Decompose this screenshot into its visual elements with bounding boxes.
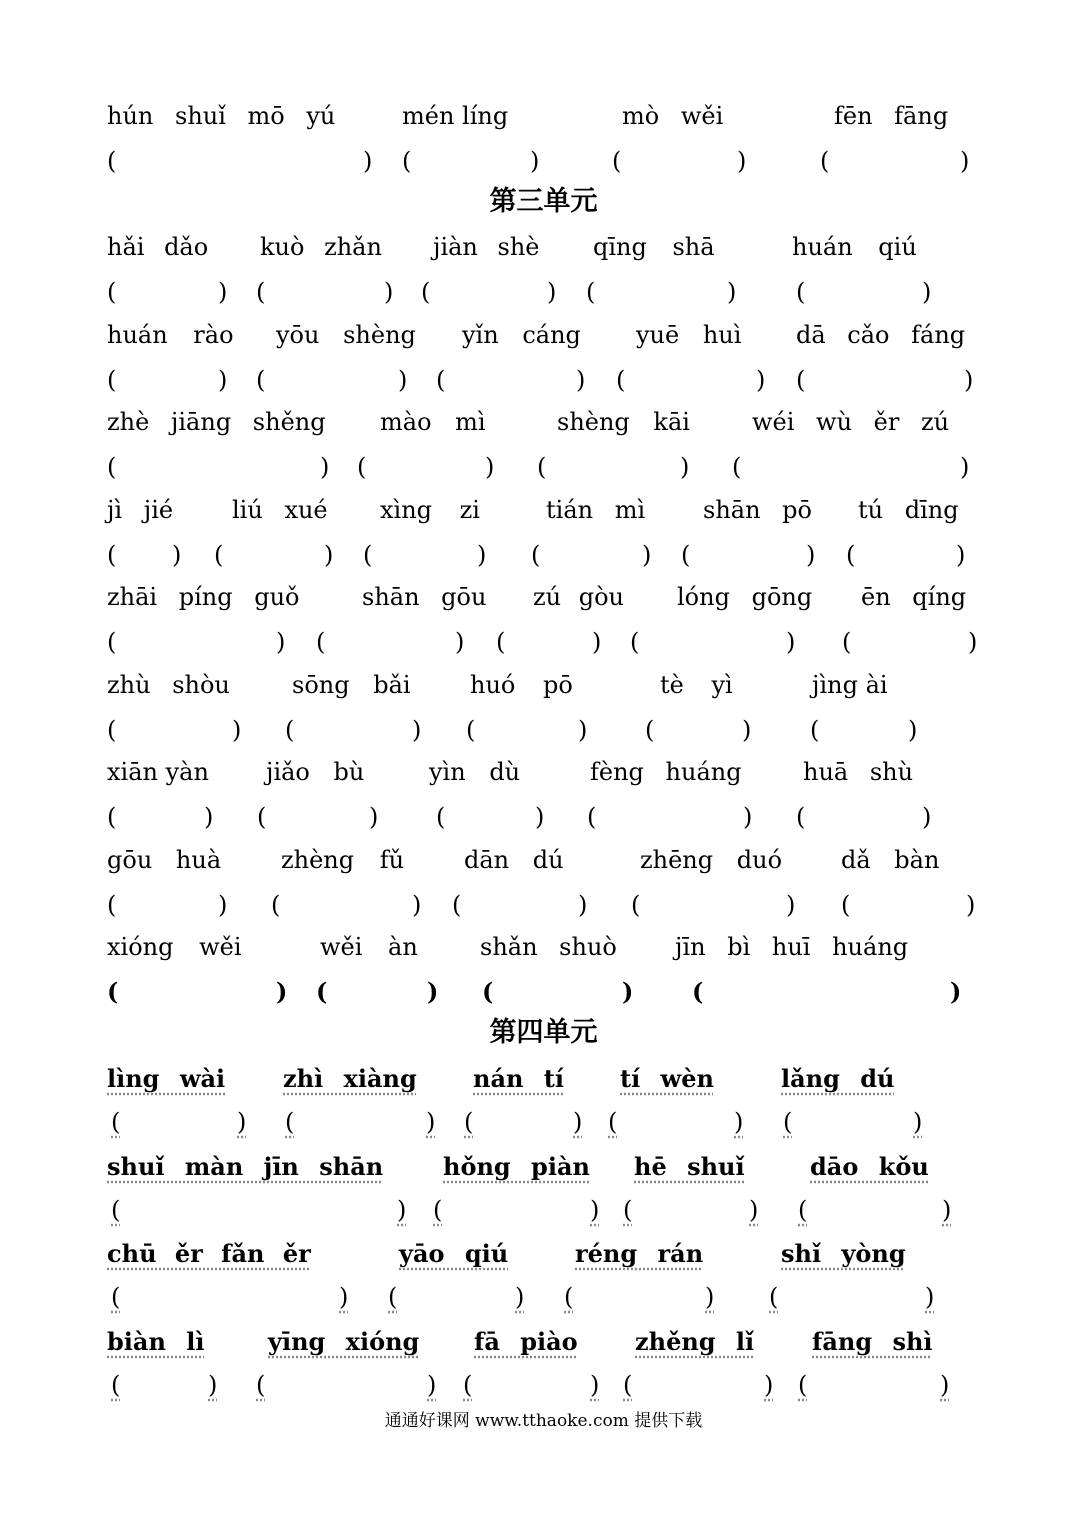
answer-blank-close: )	[956, 541, 966, 569]
answer-blank-open[interactable]: (	[796, 366, 806, 394]
pinyin-word: fēn fāng	[834, 102, 949, 130]
answer-blank-close: )	[908, 716, 918, 744]
pinyin-word: zú gòu	[533, 583, 624, 611]
pinyin-word: jiàn shè	[433, 233, 540, 261]
answer-blank-close: )	[964, 366, 974, 394]
pinyin-word: yīng xióng	[268, 1327, 420, 1356]
footer-credit: 通通好课网 www.tthaoke.com 提供下载	[384, 1411, 703, 1431]
answer-blank-open[interactable]: (	[612, 147, 622, 175]
pinyin-row	[0, 838, 1087, 882]
answer-blank-close: )	[925, 1283, 935, 1311]
answer-blank-open[interactable]: (	[111, 1108, 121, 1136]
answer-blank-close: )	[960, 147, 970, 175]
answer-blank-open[interactable]: (	[111, 1283, 121, 1311]
answer-blank-close: )	[680, 453, 690, 481]
answer-blank-open[interactable]: (	[436, 366, 446, 394]
answer-blank-close: )	[218, 278, 228, 306]
pinyin-word: jì jié	[107, 496, 174, 524]
answer-row	[0, 1100, 1087, 1144]
answer-blank-open[interactable]: (	[111, 1371, 121, 1399]
answer-blank-close: )	[384, 278, 394, 306]
pinyin-word: shān pō	[703, 496, 812, 524]
answer-blank-open[interactable]: (	[464, 1108, 474, 1136]
answer-row	[0, 970, 1087, 1014]
pinyin-word: kuò zhǎn	[260, 233, 382, 261]
answer-blank-open[interactable]: (	[769, 1283, 779, 1311]
answer-blank-close: )	[412, 716, 422, 744]
answer-blank-close: )	[578, 891, 588, 919]
answer-blank-close: )	[172, 541, 182, 569]
pinyin-word: tí wèn	[620, 1064, 714, 1093]
answer-blank-open[interactable]: (	[796, 803, 806, 831]
answer-blank-open[interactable]: (	[256, 1371, 266, 1399]
answer-blank-close: )	[734, 1108, 744, 1136]
answer-blank-open[interactable]: (	[452, 891, 462, 919]
answer-blank-close: )	[547, 278, 557, 306]
answer-blank-open[interactable]: (	[357, 453, 367, 481]
answer-blank-close: )	[363, 147, 373, 175]
pinyin-word: shèng kāi	[557, 408, 690, 436]
answer-blank-close: )	[324, 541, 334, 569]
answer-blank-close: )	[339, 1283, 349, 1311]
answer-blank-close: )	[397, 1196, 407, 1224]
answer-blank-open[interactable]: (	[732, 453, 742, 481]
answer-blank-close: )	[576, 366, 586, 394]
answer-blank-open[interactable]: (	[587, 803, 597, 831]
answer-blank-close: )	[426, 1108, 436, 1136]
answer-blank-open[interactable]: (	[107, 977, 119, 1006]
pinyin-row	[0, 750, 1087, 794]
answer-blank-close: )	[276, 628, 286, 656]
answer-row	[0, 620, 1087, 664]
pinyin-row	[0, 488, 1087, 532]
answer-blank-open[interactable]: (	[798, 1371, 808, 1399]
answer-blank-close: )	[455, 628, 465, 656]
pinyin-word: jiǎo bù	[266, 758, 365, 786]
answer-blank-open[interactable]: (	[616, 366, 626, 394]
pinyin-word: zhèng fǔ	[281, 846, 405, 874]
answer-row	[0, 139, 1087, 183]
pinyin-word: lǎng dú	[781, 1064, 895, 1093]
answer-blank-close: )	[786, 891, 796, 919]
pinyin-word: zhēng duó	[640, 846, 783, 874]
pinyin-word: yǐn cáng	[462, 321, 581, 349]
pinyin-word: biàn lì	[107, 1327, 205, 1356]
pinyin-word: zhāi píng guǒ	[107, 583, 300, 611]
pinyin-word: tè yì	[660, 671, 733, 699]
answer-blank-open[interactable]: (	[107, 891, 117, 919]
pinyin-row	[0, 1057, 1087, 1101]
answer-blank-close: )	[320, 453, 330, 481]
answer-blank-close: )	[727, 278, 737, 306]
answer-blank-open[interactable]: (	[846, 541, 856, 569]
answer-blank-close: )	[530, 147, 540, 175]
answer-row	[0, 533, 1087, 577]
answer-blank-open[interactable]: (	[798, 1196, 808, 1224]
answer-blank-close: )	[806, 541, 816, 569]
pinyin-word: jìng ài	[812, 671, 888, 699]
pinyin-word: dān dú	[464, 846, 564, 874]
pinyin-word: gōu huà	[107, 846, 222, 874]
answer-row	[0, 1275, 1087, 1319]
pinyin-word: huó pō	[470, 671, 573, 699]
pinyin-word: mào mì	[380, 408, 486, 436]
answer-blank-open[interactable]: (	[623, 1371, 633, 1399]
answer-blank-close: )	[940, 1371, 950, 1399]
answer-blank-close: )	[515, 1283, 525, 1311]
answer-blank-open[interactable]: (	[608, 1108, 618, 1136]
answer-blank-close: )	[642, 541, 652, 569]
answer-row	[0, 1188, 1087, 1232]
answer-row	[0, 270, 1087, 314]
answer-blank-open[interactable]: (	[107, 366, 117, 394]
pinyin-word: fā piào	[474, 1327, 578, 1356]
answer-blank-close: )	[913, 1108, 923, 1136]
answer-blank-open[interactable]: (	[623, 1196, 633, 1224]
answer-blank-close: )	[369, 803, 379, 831]
answer-blank-open[interactable]: (	[214, 541, 224, 569]
pinyin-word: jīn bì huī huáng	[675, 933, 909, 961]
answer-blank-open[interactable]: (	[107, 628, 117, 656]
answer-blank-open[interactable]: (	[316, 977, 328, 1006]
answer-blank-close: )	[742, 716, 752, 744]
answer-blank-close: )	[960, 453, 970, 481]
answer-blank-open[interactable]: (	[111, 1196, 121, 1224]
pinyin-word: lìng wài	[107, 1064, 226, 1093]
answer-blank-open[interactable]: (	[388, 1283, 398, 1311]
answer-blank-close: )	[218, 366, 228, 394]
pinyin-word: yōu shèng	[276, 321, 416, 349]
answer-blank-open[interactable]: (	[796, 278, 806, 306]
answer-blank-open[interactable]: (	[316, 628, 326, 656]
answer-blank-open[interactable]: (	[107, 716, 117, 744]
pinyin-row	[0, 225, 1087, 269]
answer-row	[0, 795, 1087, 839]
pinyin-word: shuǐ màn jīn shān	[107, 1152, 384, 1181]
answer-blank-open[interactable]: (	[586, 278, 596, 306]
pinyin-row	[0, 94, 1087, 138]
answer-blank-open[interactable]: (	[820, 147, 830, 175]
pinyin-row	[0, 925, 1087, 969]
answer-blank-open[interactable]: (	[482, 977, 494, 1006]
pinyin-word: hún shuǐ mō yú	[107, 102, 336, 130]
pinyin-word: dāo kǒu	[810, 1152, 929, 1181]
pinyin-word: qīng shā	[593, 233, 715, 261]
pinyin-word: zhěng lǐ	[635, 1327, 755, 1356]
pinyin-row	[0, 1232, 1087, 1276]
answer-blank-close: )	[427, 1371, 437, 1399]
answer-blank-open[interactable]: (	[285, 716, 295, 744]
pinyin-word: zhù shòu	[107, 671, 230, 699]
answer-blank-open[interactable]: (	[107, 803, 117, 831]
pinyin-word: yuē huì	[636, 321, 742, 349]
answer-blank-close: )	[535, 803, 545, 831]
answer-blank-open[interactable]: (	[630, 628, 640, 656]
answer-blank-close: )	[592, 628, 602, 656]
pinyin-word: wěi àn	[320, 933, 418, 961]
answer-row	[0, 445, 1087, 489]
answer-blank-close: )	[743, 803, 753, 831]
answer-blank-close: )	[705, 1283, 715, 1311]
answer-blank-close: )	[573, 1108, 583, 1136]
answer-blank-close: )	[276, 977, 288, 1006]
answer-blank-close: )	[578, 716, 588, 744]
answer-blank-close: )	[922, 803, 932, 831]
answer-blank-open[interactable]: (	[107, 278, 117, 306]
answer-blank-close: )	[622, 977, 634, 1006]
answer-blank-open[interactable]: (	[107, 541, 117, 569]
pinyin-word: lóng gōng	[677, 583, 813, 611]
answer-blank-open[interactable]: (	[537, 453, 547, 481]
answer-blank-close: )	[764, 1371, 774, 1399]
answer-blank-open[interactable]: (	[363, 541, 373, 569]
pinyin-word: dǎ bàn	[841, 846, 940, 874]
pinyin-word: tián mì	[546, 496, 646, 524]
pinyin-word: xìng zi	[380, 496, 480, 524]
answer-blank-open[interactable]: (	[285, 1108, 295, 1136]
answer-blank-open[interactable]: (	[466, 716, 476, 744]
answer-blank-open[interactable]: (	[256, 366, 266, 394]
answer-blank-open[interactable]: (	[645, 716, 655, 744]
pinyin-word: shān gōu	[362, 583, 487, 611]
answer-blank-open[interactable]: (	[271, 891, 281, 919]
answer-blank-open[interactable]: (	[631, 891, 641, 919]
pinyin-word: nán tí	[473, 1064, 565, 1093]
answer-blank-close: )	[966, 891, 976, 919]
pinyin-row	[0, 400, 1087, 444]
answer-blank-open[interactable]: (	[564, 1283, 574, 1311]
pinyin-word: xióng wěi	[107, 933, 242, 961]
answer-row	[0, 358, 1087, 402]
pinyin-word: dā cǎo fáng	[796, 321, 966, 349]
answer-blank-close: )	[208, 1371, 218, 1399]
pinyin-word: zhì xiàng	[283, 1064, 417, 1093]
answer-blank-open[interactable]: (	[256, 278, 266, 306]
answer-blank-close: )	[412, 891, 422, 919]
answer-blank-open[interactable]: (	[421, 278, 431, 306]
pinyin-word: mò wěi	[622, 102, 724, 130]
answer-blank-close: )	[204, 803, 214, 831]
answer-blank-open[interactable]: (	[842, 628, 852, 656]
answer-blank-close: )	[922, 278, 932, 306]
answer-blank-close: )	[749, 1196, 759, 1224]
unit-three-title: 第三单元	[489, 186, 598, 217]
pinyin-word: tú dīng	[858, 496, 959, 524]
pinyin-word: zhè jiāng shěng	[107, 408, 326, 436]
pinyin-row	[0, 575, 1087, 619]
answer-blank-open[interactable]: (	[531, 541, 541, 569]
pinyin-row	[0, 1145, 1087, 1189]
pinyin-word: shǐ yòng	[781, 1239, 906, 1268]
pinyin-word: réng rán	[575, 1239, 704, 1268]
pinyin-word: hē shuǐ	[634, 1152, 745, 1181]
answer-blank-open[interactable]: (	[433, 1196, 443, 1224]
answer-blank-close: )	[218, 891, 228, 919]
pinyin-word: ēn qíng	[861, 583, 967, 611]
answer-blank-open[interactable]: (	[107, 147, 117, 175]
pinyin-word: mén líng	[402, 102, 509, 130]
answer-row	[0, 883, 1087, 927]
pinyin-row	[0, 663, 1087, 707]
pinyin-word: shǎn shuò	[480, 933, 617, 961]
pinyin-word: huán qiú	[792, 233, 917, 261]
answer-blank-close: )	[942, 1196, 952, 1224]
answer-blank-open[interactable]: (	[841, 891, 851, 919]
answer-blank-close: )	[485, 453, 495, 481]
pinyin-word: hǎi dǎo	[107, 233, 209, 261]
answer-blank-close: )	[477, 541, 487, 569]
answer-blank-open[interactable]: (	[810, 716, 820, 744]
answer-row	[0, 1363, 1087, 1407]
answer-blank-open[interactable]: (	[496, 628, 506, 656]
answer-blank-open[interactable]: (	[681, 541, 691, 569]
answer-blank-open[interactable]: (	[783, 1108, 793, 1136]
answer-blank-close: )	[590, 1196, 600, 1224]
answer-blank-close: )	[232, 716, 242, 744]
pinyin-word: fèng huáng	[590, 758, 742, 786]
answer-blank-open[interactable]: (	[107, 453, 117, 481]
pinyin-word: huán rào	[107, 321, 234, 349]
pinyin-row	[0, 1320, 1087, 1364]
answer-blank-close: )	[737, 147, 747, 175]
answer-blank-open[interactable]: (	[402, 147, 412, 175]
answer-blank-close: )	[756, 366, 766, 394]
answer-blank-close: )	[398, 366, 408, 394]
answer-row	[0, 708, 1087, 752]
pinyin-word: wéi wù ěr zú	[752, 408, 950, 436]
pinyin-word: chū ěr fǎn ěr	[107, 1239, 311, 1268]
pinyin-word: liú xué	[232, 496, 328, 524]
answer-blank-close: )	[590, 1371, 600, 1399]
answer-blank-close: )	[950, 977, 962, 1006]
pinyin-word: yāo qiú	[399, 1239, 509, 1268]
pinyin-word: fāng shì	[812, 1327, 933, 1356]
unit-four-title: 第四单元	[489, 1017, 598, 1048]
answer-blank-close: )	[786, 628, 796, 656]
answer-blank-open[interactable]: (	[692, 977, 704, 1006]
answer-blank-open[interactable]: (	[463, 1371, 473, 1399]
answer-blank-close: )	[968, 628, 978, 656]
answer-blank-open[interactable]: (	[436, 803, 446, 831]
answer-blank-open[interactable]: (	[257, 803, 267, 831]
pinyin-row	[0, 313, 1087, 357]
pinyin-word: huā shù	[803, 758, 914, 786]
pinyin-word: yìn dù	[429, 758, 521, 786]
answer-blank-close: )	[427, 977, 439, 1006]
pinyin-word: sōng bǎi	[292, 671, 411, 699]
answer-blank-close: )	[237, 1108, 247, 1136]
pinyin-word: xiān yàn	[107, 758, 209, 786]
pinyin-word: hǒng piàn	[443, 1152, 590, 1181]
